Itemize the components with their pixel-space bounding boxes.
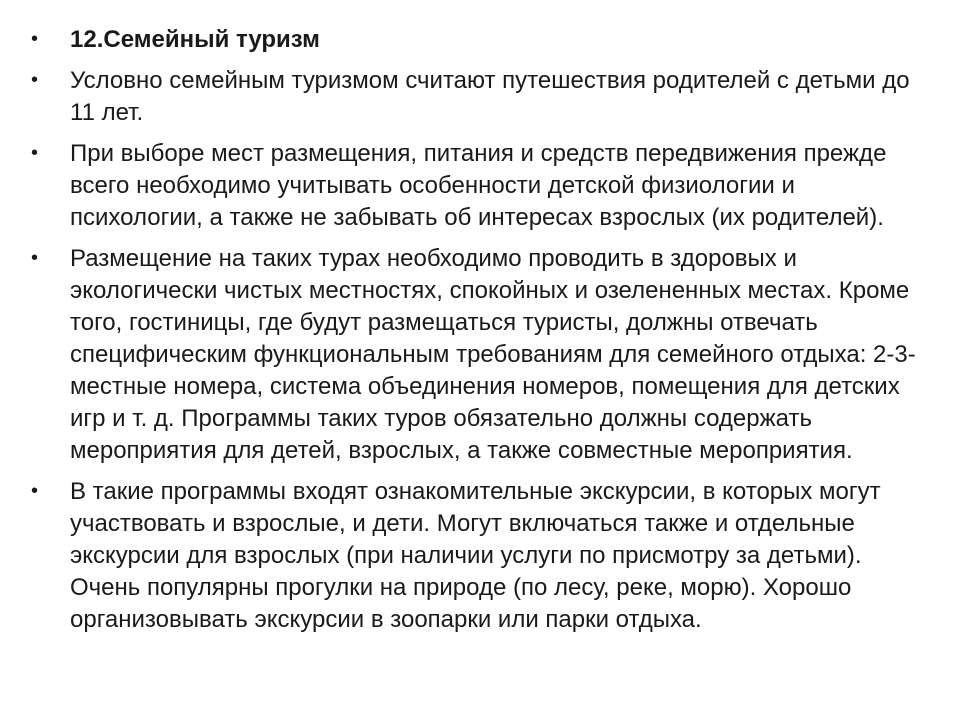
bullet-icon: • bbox=[31, 247, 39, 269]
bullet-item-title bbox=[28, 24, 928, 56]
bullet-icon: • bbox=[31, 28, 39, 50]
bullet-list bbox=[28, 24, 928, 645]
bullet-item-definition bbox=[28, 65, 928, 129]
bullet-icon: • bbox=[31, 142, 39, 164]
paragraph-accommodation: Размещение на таких турах необходимо проводить в здоровых и экологически чистых местностях, спокойных и озелененных местах. Кроме того, гостиницы, где будут размещаться туристы, должны отвечать специфическим функциональным требованиям для семейного отдыха: 2-3-местные номера, система объединения номеров, помещения для детских игр и т. д. Программы таких туров обязательно должны содержать мероприятия для детей, взрослых, а также совместные мероприятия. bbox=[70, 245, 916, 464]
bullet-icon: • bbox=[31, 480, 39, 502]
bullet-item-programs bbox=[28, 476, 928, 636]
bullet-item-accommodation bbox=[28, 243, 928, 467]
paragraph-definition: Условно семейным туризмом считают путешествия родителей с детьми до 11 лет. bbox=[70, 67, 910, 126]
bullet-item-choice bbox=[28, 138, 928, 234]
slide-title: 12.Семейный туризм bbox=[70, 26, 320, 53]
paragraph-choice: При выборе мест размещения, питания и средств передвижения прежде всего необходимо учитывать особенности детской физиологии и психологии, а также не забывать об интересах взрослых (их родителей). bbox=[70, 140, 887, 231]
bullet-icon: • bbox=[31, 69, 39, 91]
paragraph-programs: В такие программы входят ознакомительные экскурсии, в которых могут участвовать и взрослые, и дети. Могут включаться также и отдельные экскурсии для взрослых (при наличии услуги по присмотру за детьми). Очень популярны прогулки на природе (по лесу, реке, морю). Хорошо организовывать экскурсии в зоопарки или парки отдыха. bbox=[70, 478, 881, 633]
